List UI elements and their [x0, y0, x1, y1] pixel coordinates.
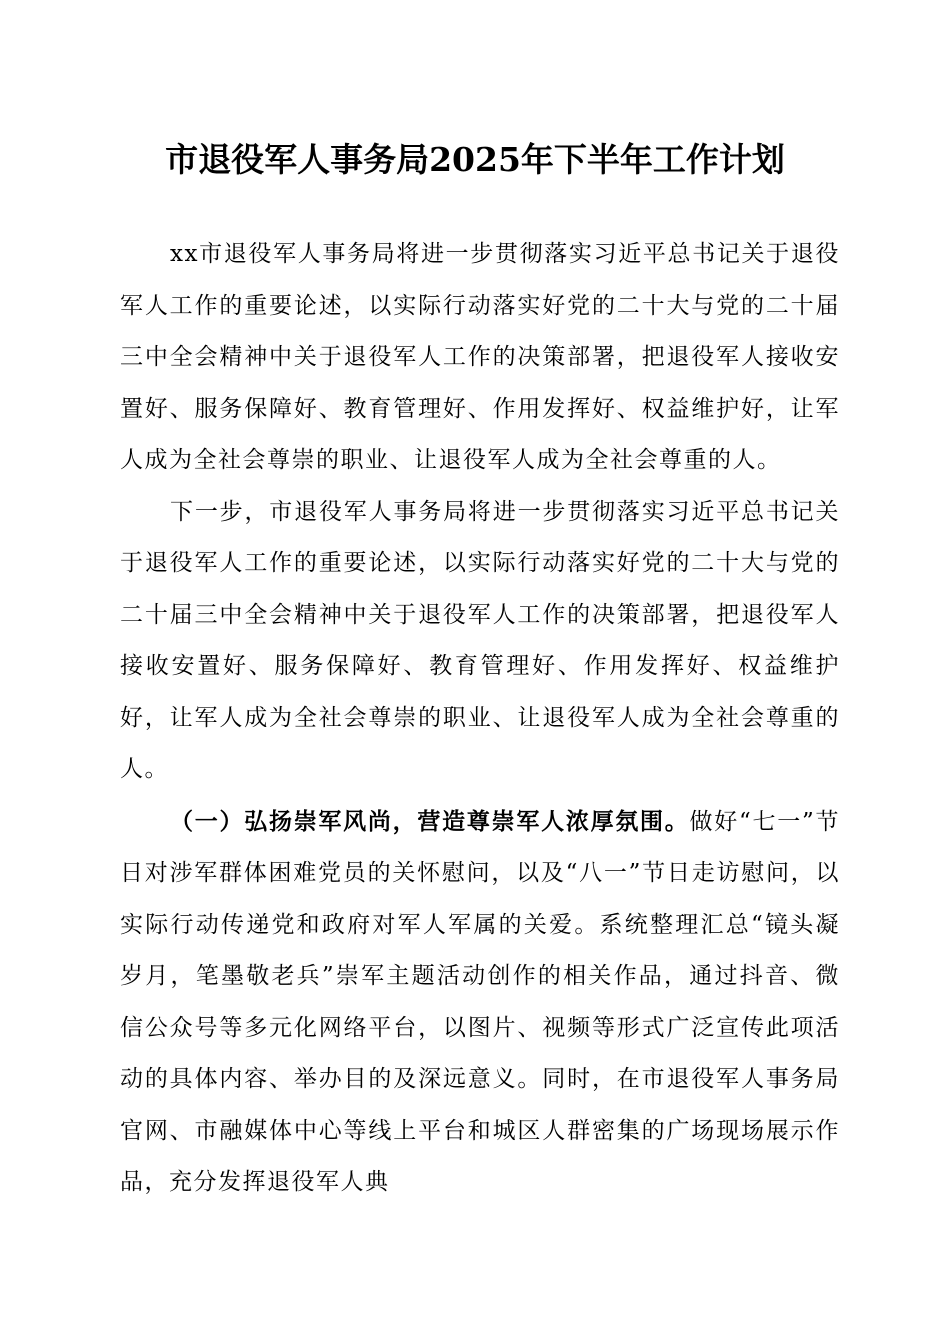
section-one-heading: （一）弘扬崇军风尚，营造尊崇军人浓厚氛围。 [170, 807, 690, 835]
section-one-text: 做好“七一”节日对涉军群体困难党员的关怀慰问，以及“八一”节日走访慰问，以实际行动传递党和政府对军人军属的关爱。系统整理汇总“镜头凝岁月，笔墨敬老兵”崇军主题活动创作的相关作品，通过抖音、微信公众号等多元化网络平台，以图片、视频等形式广泛宣传此项活动的具体内容、举办目的及深远意义。同时，在市退役军人事务局官网、市融媒体中心等线上平台和城区人群密集的广场现场展示作品，充分发挥退役军人典 [120, 808, 840, 1195]
paragraph-section-one [120, 796, 840, 1209]
paragraph-intro-text: xx市退役军人事务局将进一步贯彻落实习近平总书记关于退役军人工作的重要论述，以实际行动落实好党的二十大与党的二十届三中全会精神中关于退役军人工作的决策部署，把退役军人接收安置好、服务保障好、教育管理好、作用发挥好、权益维护好，让军人成为全社会尊崇的职业、让退役军人成为全社会尊重的人。 [120, 241, 840, 473]
paragraph-next-step-text: 下一步，市退役军人事务局将进一步贯彻落实习近平总书记关于退役军人工作的重要论述，以实际行动落实好党的二十大与党的二十届三中全会精神中关于退役军人工作的决策部署，把退役军人接收安置好、服务保障好、教育管理好、作用发挥好、权益维护好，让军人成为全社会尊崇的职业、让退役军人成为全社会尊重的人。 [120, 498, 840, 782]
document-title: 市退役军人事务局2025年下半年工作计划 [165, 140, 785, 179]
paragraph-next-step [120, 487, 840, 796]
paragraph-intro [120, 229, 840, 487]
document-body [120, 229, 840, 1209]
